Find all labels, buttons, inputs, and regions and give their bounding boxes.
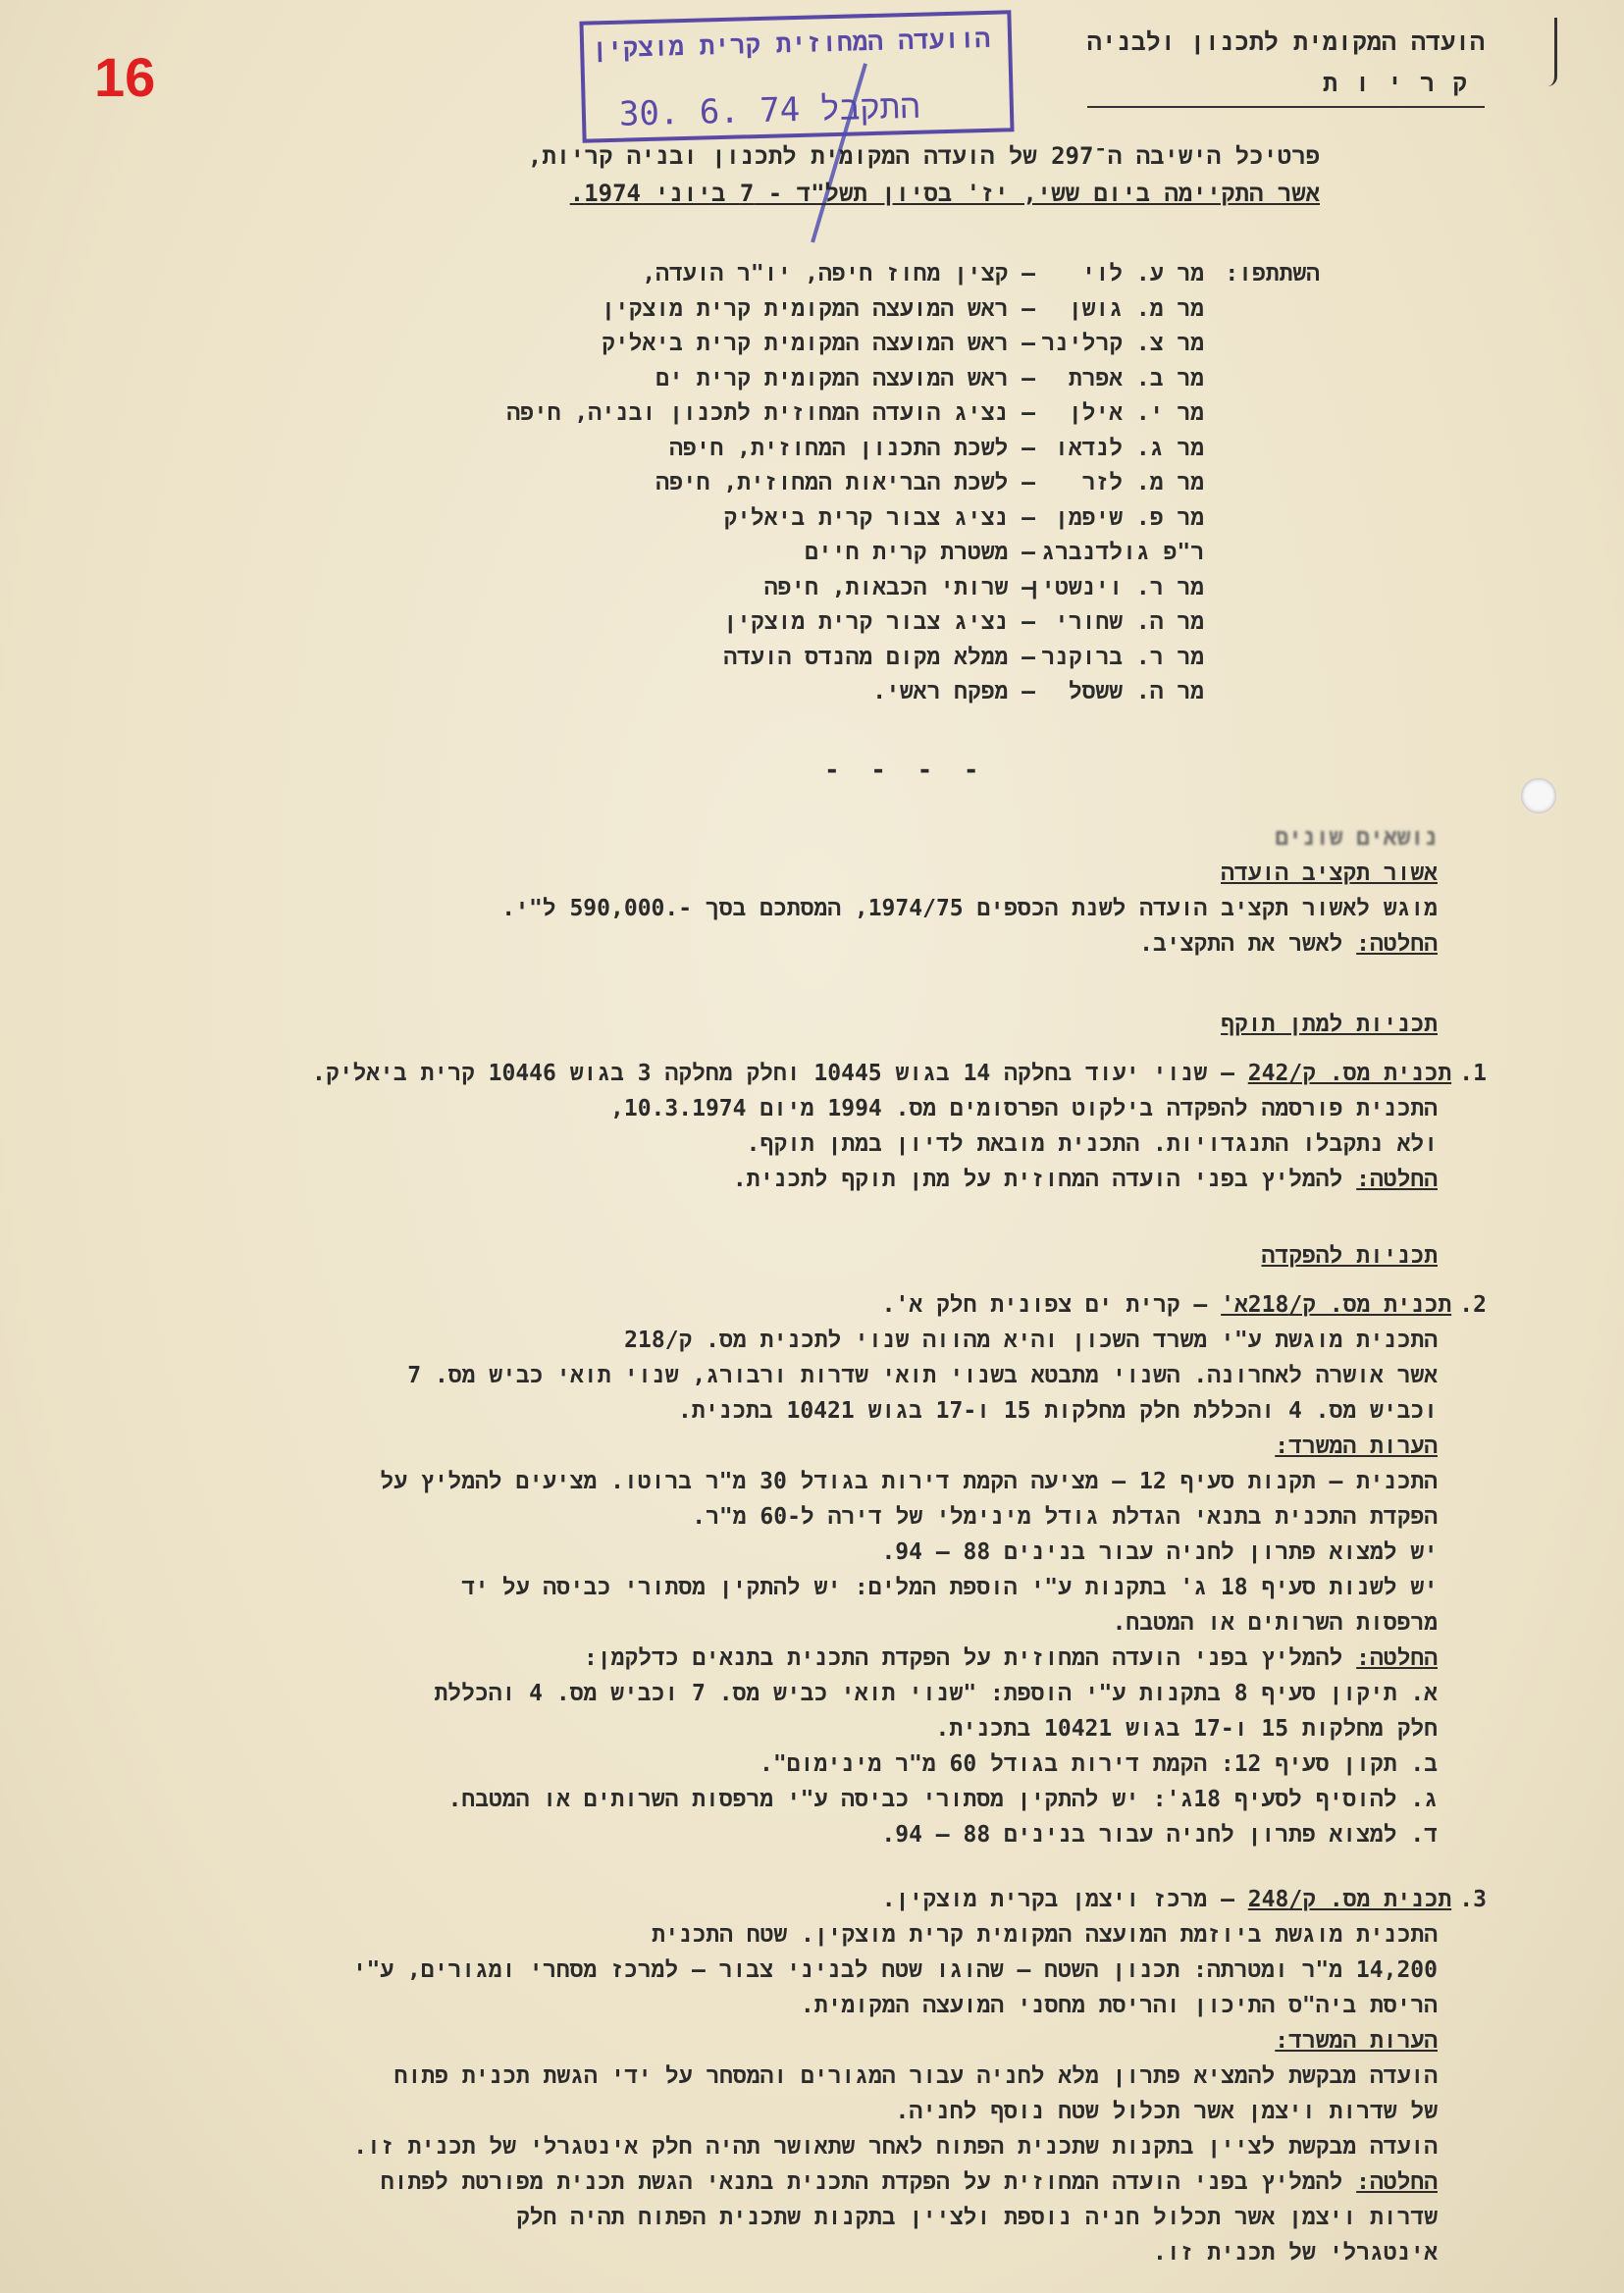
plan-item-2: [353, 1287, 1487, 1323]
condition-line: א. תיקון סעיף 8 בתקנות ע"י הוספת: "שנוי תואי כביש מס. 7 וכביש מס. 4 והכללת: [434, 1681, 1438, 1706]
participant-row: [506, 327, 1320, 362]
participant-role: – ראש המועצה המקומית קרית מוצקין: [602, 295, 1035, 322]
deposit-heading: תכניות להפקדה: [1261, 1243, 1438, 1269]
participant-role: – ממלא מקום מהנדס הועדה: [723, 644, 1035, 670]
letterhead-location: קריות: [1087, 63, 1485, 108]
decision-line: שדרות ויצמן אשר תכלול חניה נוספת ולציין בתקנות שתכנית הפתוח תהיה חלק: [515, 2205, 1438, 2230]
participant-row: [506, 501, 1320, 537]
note-line: מרפסות השרותים או המטבח.: [1112, 1610, 1438, 1636]
condition-line: ד. למצוא פתרון לחניה עבור בנינים 88 – 94.: [881, 1822, 1438, 1848]
participant-name: מר ה. שחורי: [1055, 609, 1204, 635]
item-line: 14,200 מ"ר ומטרתה: תכנון השטח – שהוגו שטח לבניני צבור – למרכז מסחרי ומגורים, ע"י: [352, 1957, 1438, 1983]
decision-label: החלטה:: [1356, 931, 1438, 957]
title-line-2: אשר התקיימה ביום ששי, יז' בסיון תשל"ד - 7 ביוני 1974.: [569, 180, 1320, 207]
participant-name: מר ר. וינשטין: [1027, 574, 1204, 600]
budget-heading: אשור תקציב הועדה: [1221, 860, 1438, 886]
blurred-heading: נושאים שונים: [1275, 825, 1438, 851]
participant-name: מר פ. שיפמן: [1055, 504, 1204, 531]
plan-title: – מרכז ויצמן בקרית מוצקין.: [881, 1887, 1248, 1912]
protocol-title: [528, 137, 1320, 212]
item-number: 2.: [1459, 1292, 1487, 1318]
participant-row: [506, 257, 1320, 292]
participant-role: – לשכת הבריאות המחוזית, חיפה: [655, 470, 1035, 495]
participant-name: מר מ. לזר: [1081, 470, 1204, 495]
section-divider: - - - -: [824, 756, 987, 785]
notes-label: הערות המשרד:: [1275, 1433, 1438, 1459]
decision-label: החלטה:: [1356, 2169, 1438, 2195]
item-line: אשר אושרה לאחרונה. השנוי מתבטא בשנוי תואי שדרות ורבורג, שנוי תואי כביש מס. 7: [407, 1363, 1438, 1388]
participant-name: מר ג. לנדאו: [1055, 435, 1204, 461]
item-number: 1.: [1459, 1061, 1487, 1086]
participant-row: [506, 292, 1320, 328]
item-line: התכנית פורסמה להפקדה בילקוט הפרסומים מס. 1994 מיום 10.3.1974,: [610, 1096, 1438, 1121]
plan-number: תכנית מס. ק/242: [1247, 1061, 1452, 1086]
participants-list: [506, 257, 1320, 710]
participant-row: [506, 641, 1320, 676]
participant-row: [506, 362, 1320, 397]
participant-row: [506, 605, 1320, 641]
stamp-line-2: 30. 6. 74 התקבל: [618, 86, 921, 134]
participant-name: מר ע. לוי: [1081, 261, 1204, 287]
item-line: התכנית מוגשת ע"י משרד השכון והיא מהווה שנוי לתכנית מס. ק/218: [624, 1328, 1438, 1353]
plan-item-3: [353, 1882, 1487, 1917]
condition-line: חלק מחלקות 15 ו-17 בגוש 10421 בתכנית.: [935, 1716, 1438, 1742]
participant-role: – לשכת התכנון המחוזית, חיפה: [669, 435, 1035, 461]
item-line: ולא נתקבלו התנגדויות. התכנית מובאת לדיון במתן תוקף.: [746, 1131, 1438, 1157]
letterhead: [1087, 22, 1485, 108]
participant-row: [506, 571, 1320, 606]
participant-name: מר ה. ששסל: [1068, 679, 1204, 704]
participants-label: השתתפו:: [1225, 261, 1320, 287]
participant-role: – שרותי הכבאות, חיפה: [763, 574, 1035, 600]
participant-role: – ראש המועצה המקומית קרית ים: [655, 365, 1035, 391]
item-number: 3.: [1459, 1887, 1487, 1912]
note-line: יש לשנות סעיף 18 ג' בתקנות ע"י הוספת המלים: יש להתקין מסתורי כביסה על יד: [461, 1575, 1438, 1600]
participant-name: מר ר. ברוקנר: [1041, 644, 1204, 670]
validity-section: [312, 1007, 1487, 1197]
condition-line: ב. תקון סעיף 12: הקמת דירות בגודל 60 מ"ר מינימום".: [760, 1751, 1438, 1777]
budget-text: מוגש לאשור תקציב הועדה לשנת הכספים 1974/75, המסתכם בסך -.590,000 ל"י.: [501, 896, 1438, 921]
note-line: של שדרות ויצמן אשר תכלול שטח נוסף לחניה.: [895, 2099, 1438, 2124]
note-line: יש למצוא פתרון לחניה עבור בנינים 88 – 94.: [881, 1539, 1438, 1565]
participant-role: – משטרת קרית חיים: [805, 540, 1035, 565]
item-line: הריסת ביה"ס התיכון והריסת מחסני המועצה המקומית.: [800, 1993, 1438, 2018]
plan-number: תכנית מס. ק/248: [1247, 1887, 1452, 1912]
letterhead-committee: הועדה המקומית לתכנון ולבניה: [1086, 27, 1485, 56]
note-line: הפקדת התכנית בתנאי הגדלת גודל מינימלי של דירה ל-60 מ"ר.: [692, 1504, 1438, 1530]
note-line: הועדה מבקשת להמציא פתרון מלא לחניה עבור המגורים והמסחר על ידי הגשת תכנית פתוח: [393, 2063, 1438, 2089]
participant-role: – נציג צבור קרית מוצקין: [723, 609, 1035, 635]
item-line: וכביש מס. 4 והכללת חלק מחלקות 15 ו-17 בגוש 10421 בתכנית.: [677, 1398, 1438, 1424]
item-line: התכנית מוגשת ביוזמת המועצה המקומית קרית מוצקין. שטח התכנית: [652, 1922, 1438, 1948]
participant-role: – נציג הועדה המחוזית לתכנון ובניה, חיפה: [506, 400, 1035, 426]
participant-name: מר מ. גושן: [1068, 295, 1204, 322]
decision-text: להמליץ בפני הועדה המחוזית על הפקדת התכנית בתנאי הגשת תכנית מפורטת לפתוח: [380, 2169, 1357, 2195]
stamp-line-1: הוועדה המחוזית קרית מוצקין: [591, 24, 991, 65]
participant-row: [506, 675, 1320, 710]
participant-row: [506, 432, 1320, 467]
decision-label: החלטה:: [1356, 1645, 1438, 1671]
note-line: הועדה מבקשת לציין בתקנות שתכנית הפתוח לאחר שתאושר תהיה חלק אינטגרלי של תכנית זו.: [353, 2134, 1438, 2160]
participant-name: מר צ. קרלינר: [1041, 331, 1204, 356]
punch-hole: [1521, 778, 1556, 813]
participant-name: מר ב. אפרת: [1068, 365, 1204, 391]
notes-label: הערות המשרד:: [1275, 2028, 1438, 2054]
participant-row: [506, 536, 1320, 571]
participant-row: [506, 466, 1320, 501]
plan-title: – קרית ים צפונית חלק א'.: [881, 1292, 1222, 1318]
validity-heading: תכניות למתן תוקף: [1221, 1012, 1438, 1037]
plan-title: – שנוי יעוד בחלקה 14 בגוש 10445 וחלק מחלקה 3 בגוש 10446 קרית ביאליק.: [312, 1061, 1248, 1086]
received-stamp: [579, 10, 1014, 142]
paper-clip-mark: [1545, 18, 1557, 86]
note-line: התכנית – תקנות סעיף 12 – מציעה הקמת דירות בגודל 30 מ"ר ברוטו. מציעים להמליץ על: [380, 1469, 1438, 1494]
decision-text: לאשר את התקציב.: [1139, 931, 1357, 957]
decision-label: החלטה:: [1356, 1167, 1438, 1192]
participant-name: מר י. אילן: [1068, 400, 1204, 426]
deposit-section: [352, 1238, 1487, 2270]
participant-name: ר"פ גולדנברג: [1041, 540, 1204, 565]
decision-text: להמליץ בפני הועדה המחוזית על מתן תוקף לתכנית.: [732, 1167, 1357, 1192]
plan-item-1: [312, 1056, 1487, 1091]
page-number: 16: [94, 46, 156, 108]
participant-role: – נציג צבור קרית ביאליק: [723, 504, 1035, 531]
participant-role: – מפקח ראשי.: [872, 679, 1035, 704]
participant-role: – קצין מחוז חיפה, יו"ר הועדה,: [642, 261, 1035, 287]
title-line-1: פרטיכל הישיבה ה־297 של הועדה המקומית לתכנון ובניה קריות,: [527, 142, 1320, 170]
condition-line: ג. להוסיף לסעיף 18ג': יש להתקין מסתורי כביסה ע"י מרפסות השרותים או המטבח.: [447, 1787, 1438, 1812]
budget-section: [501, 820, 1438, 962]
participant-row: [506, 396, 1320, 432]
participant-role: – ראש המועצה המקומית קרית ביאליק: [602, 331, 1035, 356]
plan-number: תכנית מס. ק/218א': [1221, 1292, 1452, 1318]
decision-text: להמליץ בפני הועדה המחוזית על הפקדת התכנית בתנאים כדלקמן:: [583, 1645, 1357, 1671]
decision-line: אינטגרלי של תכנית זו.: [1152, 2240, 1438, 2266]
